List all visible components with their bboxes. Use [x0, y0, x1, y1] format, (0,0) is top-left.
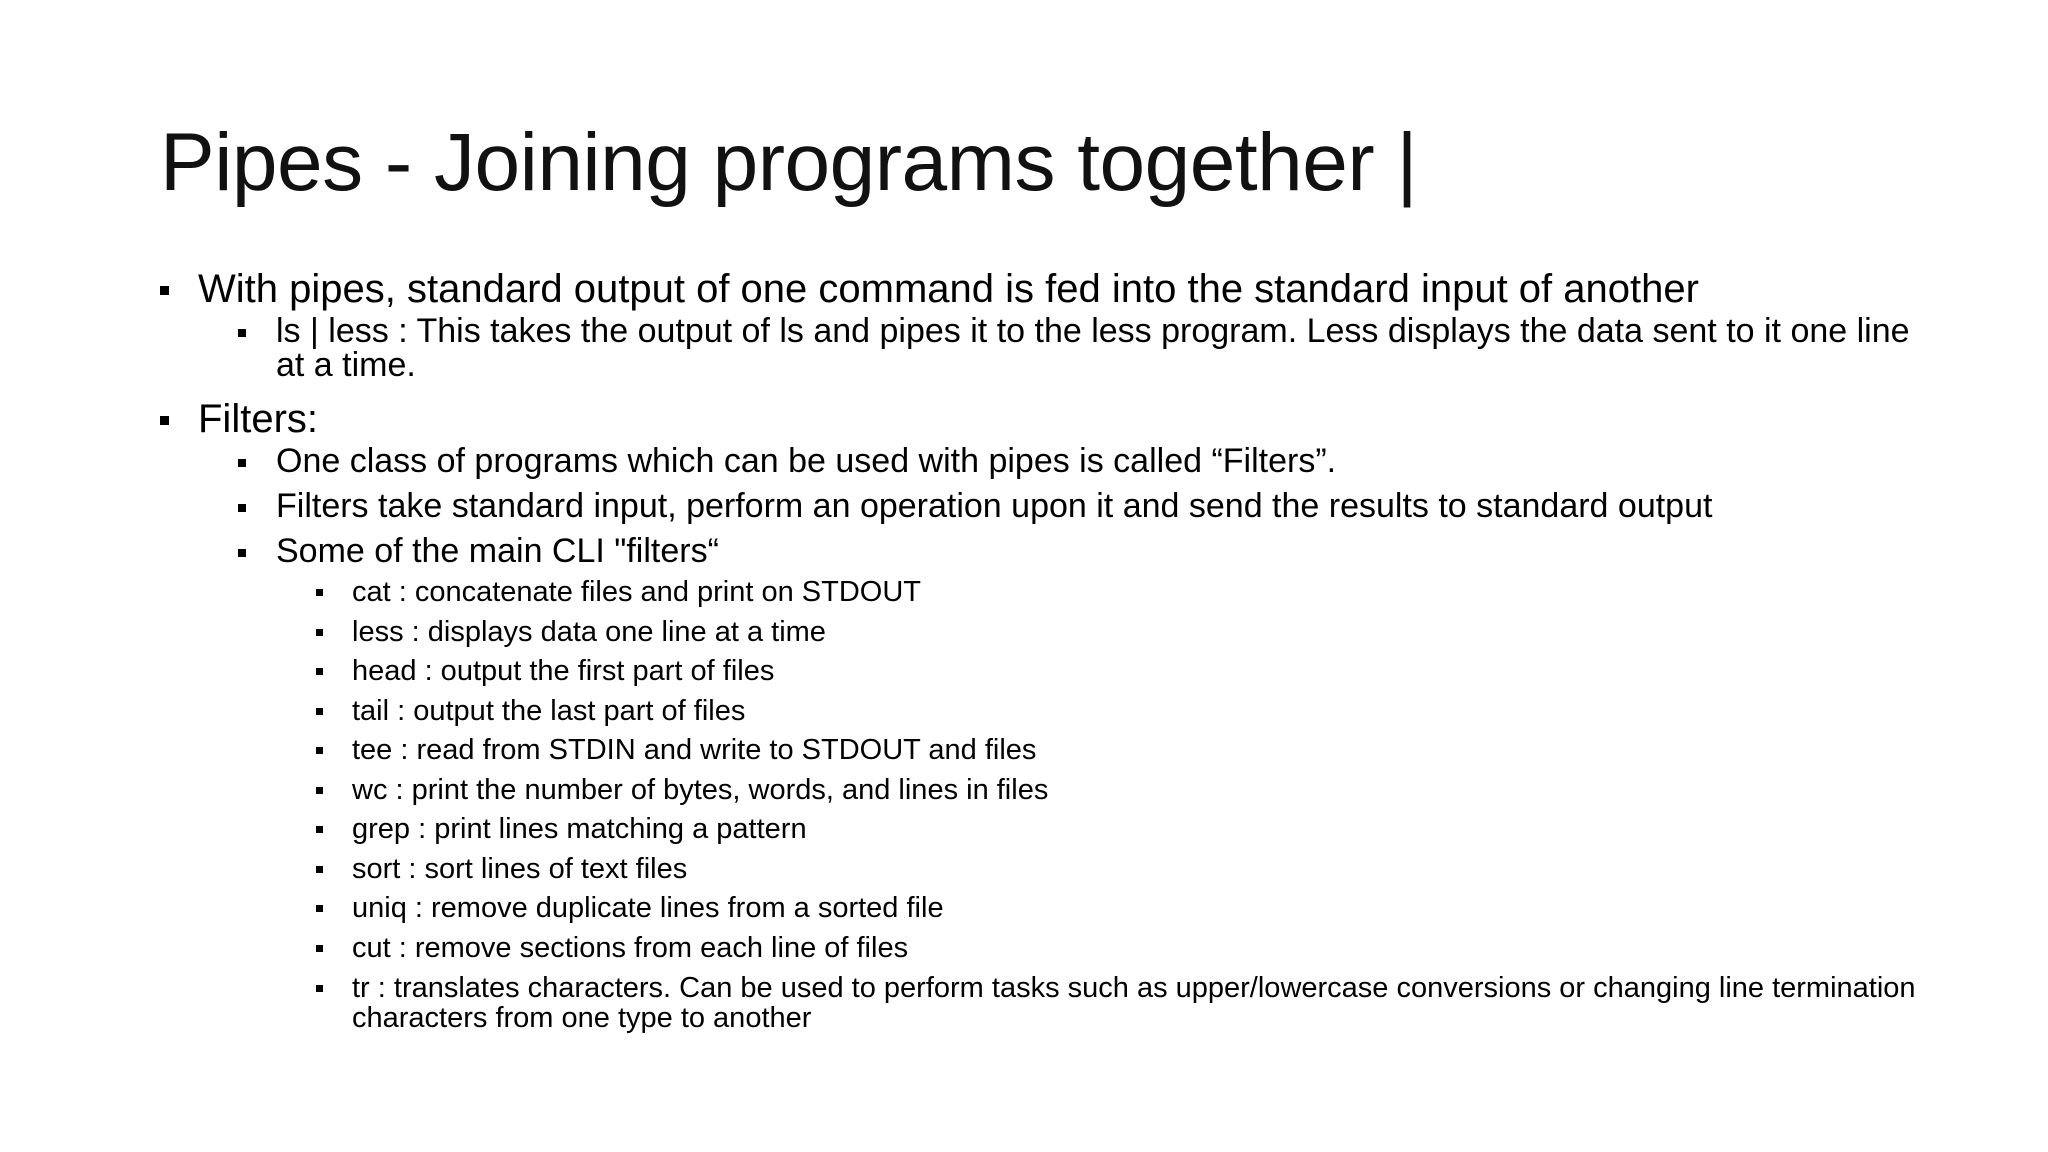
square-bullet-icon: [316, 708, 323, 715]
sub-bullet-list: [238, 314, 1920, 382]
filter-item: [316, 771, 1920, 811]
slide-title: Pipes - Joining programs together |: [160, 117, 1418, 208]
slide-content: [160, 266, 1920, 1033]
bullet-item: [160, 396, 1920, 442]
square-bullet-icon: [316, 866, 323, 873]
filter-text: tr : translates characters. Can be used to perform tasks such as upper/lowercase conversions or changing line termination characters from one type to another: [352, 972, 1916, 1034]
filter-item: [316, 613, 1920, 653]
square-bullet-icon: [238, 329, 246, 337]
filter-item: [316, 850, 1920, 890]
filter-list: [316, 573, 1920, 1033]
square-bullet-icon: [238, 459, 246, 467]
filter-text: tail : output the last part of files: [352, 694, 746, 727]
sub-bullet-text: Filters take standard input, perform an operation upon it and send the results to standard output: [276, 487, 1713, 525]
filter-text: less : displays data one line at a time: [352, 615, 826, 648]
bullet-item: [160, 266, 1920, 312]
square-bullet-icon: [160, 286, 169, 295]
filter-item: [316, 973, 1920, 1033]
square-bullet-icon: [238, 504, 246, 512]
filter-text: uniq : remove duplicate lines from a sorted file: [352, 892, 944, 924]
sub-bullet-text: Some of the main CLI "filters“: [276, 532, 719, 570]
filter-item: [316, 731, 1920, 771]
bullet-text: Filters:: [198, 397, 318, 441]
filter-item: [316, 573, 1920, 613]
square-bullet-icon: [316, 787, 323, 794]
square-bullet-icon: [160, 416, 169, 425]
square-bullet-icon: [316, 985, 323, 992]
filter-item: [316, 889, 1920, 929]
filter-text: wc : print the number of bytes, words, and lines in files: [352, 773, 1049, 806]
filter-text: tee : read from STDIN and write to STDOUT and files: [352, 734, 1037, 766]
sub-bullet-list: [238, 444, 1920, 569]
sub-bullet-item: [238, 489, 1920, 524]
filter-item: [316, 692, 1920, 732]
filter-item: [316, 652, 1920, 692]
square-bullet-icon: [316, 945, 323, 952]
bullet-list: [160, 396, 1920, 442]
square-bullet-icon: [316, 747, 323, 754]
filter-text: head : output the first part of files: [352, 655, 775, 687]
bullet-text: With pipes, standard output of one command is fed into the standard input of another: [198, 267, 1699, 311]
sub-bullet-text: ls | less : This takes the output of ls and pipes it to the less program. Less displays the data sent to it one line at a time.: [276, 312, 1910, 384]
sub-bullet-item: [238, 444, 1920, 479]
filter-text: cat : concatenate files and print on STDOUT: [352, 576, 921, 608]
filter-item: [316, 929, 1920, 969]
square-bullet-icon: [238, 549, 246, 557]
square-bullet-icon: [316, 826, 323, 833]
filter-text: grep : print lines matching a pattern: [352, 813, 807, 845]
filter-text: cut : remove sections from each line of files: [352, 931, 909, 964]
square-bullet-icon: [316, 905, 323, 912]
bullet-list: [160, 266, 1920, 312]
sub-bullet-item: [238, 314, 1920, 382]
filter-item: [316, 810, 1920, 850]
square-bullet-icon: [316, 629, 323, 636]
sub-bullet-text: One class of programs which can be used with pipes is called “Filters”.: [276, 442, 1337, 480]
filter-text: sort : sort lines of text files: [352, 852, 688, 885]
square-bullet-icon: [316, 589, 323, 596]
square-bullet-icon: [316, 668, 323, 675]
sub-bullet-item: [238, 534, 1920, 569]
